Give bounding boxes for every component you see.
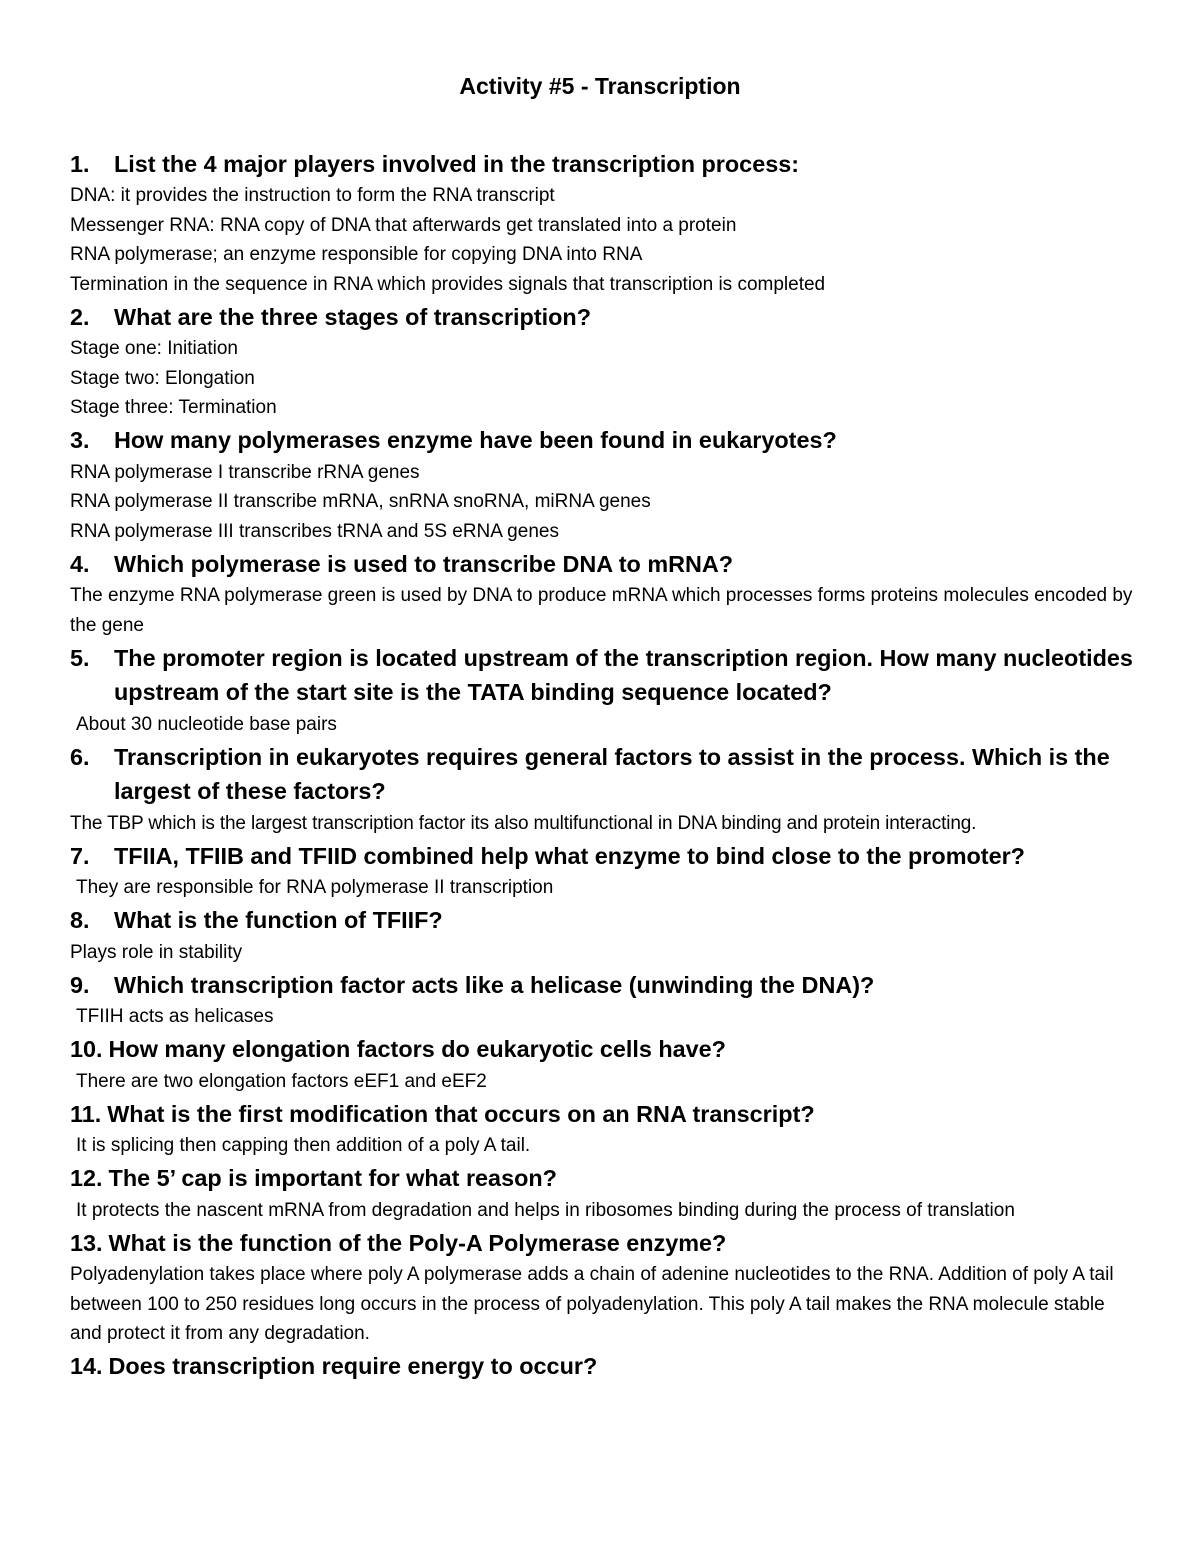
question-text: Does transcription require energy to occur? [108,1353,598,1379]
answer-block [70,873,1140,903]
question-heading [70,423,1140,458]
question-heading [70,1349,1140,1384]
answer-line: Stage two: Elongation [70,367,255,389]
answer-block [70,1131,1140,1161]
answer-line: It is splicing then capping then addition of a poly A tail. [76,1135,531,1156]
question-number: 5. [70,644,90,671]
question-text: List the 4 major players involved in the transcription process: [114,150,800,177]
question-text: What is the function of TFIIF? [114,907,443,933]
question-heading [70,968,1140,1003]
question-number: 10. [70,1036,103,1062]
page-title: Activity #5 - Transcription [459,73,741,99]
answer-line: RNA polymerase I transcribe rRNA genes [70,461,420,483]
question-number: 11. [70,1100,102,1127]
answer-line: Stage one: Initiation [70,338,238,359]
answer-line: TFIIH acts as helicases [76,1006,274,1027]
answer-block [70,938,1140,968]
question-number: 8. [70,907,90,933]
question-heading [70,300,1140,335]
answer-block [70,181,1140,299]
question-list [70,146,1140,1384]
answer-line: DNA: it provides the instruction to form the RNA transcript [70,185,555,206]
question-heading [70,1032,1140,1067]
answer-block [70,1002,1140,1032]
question-number: 3. [70,427,90,453]
answer-line: RNA polymerase; an enzyme responsible for copying DNA into RNA [70,244,643,265]
question-text: TFIIA, TFIIB and TFIID combined help what enzyme to bind close to the promoter? [114,842,1025,869]
question-number: 14. [70,1353,103,1379]
question-heading [70,839,1140,874]
question-text: Which polymerase is used to transcribe DNA to mRNA? [114,550,734,577]
answer-line: Plays role in stability [70,941,243,963]
question-number: 1. [70,150,90,177]
answer-line: Termination in the sequence in RNA which provides signals that transcription is completed [70,273,826,295]
answer-line: RNA polymerase III transcribes tRNA and 5S eRNA genes [70,520,559,542]
answer-block [70,809,1140,839]
question-heading [70,1097,1140,1132]
question-text: The 5’ cap is important for what reason? [108,1165,557,1191]
question-number: 4. [70,550,90,577]
question-heading [70,147,1140,182]
answer-block [70,458,1140,547]
answer-line: It protects the nascent mRNA from degradation and helps in ribosomes binding during the process of translation [76,1199,1015,1221]
answer-line: They are responsible for RNA polymerase II transcription [76,877,554,898]
answer-block [70,710,1140,740]
question-heading [70,740,1140,809]
question-text: How many elongation factors do eukaryotic cells have? [108,1036,726,1062]
question-text: Transcription in eukaryotes requires general factors to assist in the process. Which is the largest of these factors? [114,743,1110,804]
answer-block [70,334,1140,423]
answer-line: There are two elongation factors eEF1 and eEF2 [76,1070,487,1092]
answer-line: Stage three: Termination [70,397,277,418]
question-heading [70,1161,1140,1196]
question-number: 12. [70,1165,103,1191]
question-number: 2. [70,303,90,330]
question-heading [70,641,1140,710]
question-number: 6. [70,743,90,770]
answer-line: RNA polymerase II transcribe mRNA, snRNA snoRNA, miRNA genes [70,491,651,512]
question-number: 9. [70,971,90,998]
question-text: What is the function of the Poly-A Polymerase enzyme? [108,1229,727,1256]
question-text: Which transcription factor acts like a helicase (unwinding the DNA)? [114,971,875,998]
question-heading [70,1226,1140,1261]
answer-line: About 30 nucleotide base pairs [76,713,337,735]
question-heading [70,547,1140,582]
question-text: The promoter region is located upstream of the transcription region. How many nucleotides upstream of the start site is the TATA binding sequence located? [114,644,1133,705]
question-text: How many polymerases enzyme have been found in eukaryotes? [114,427,837,453]
answer-block [70,1260,1140,1349]
answer-line: The enzyme RNA polymerase green is used by DNA to produce mRNA which processes forms proteins molecules encoded by the gene [70,585,1133,636]
answer-line: The TBP which is the largest transcription factor its also multifunctional in DNA binding and protein interacting. [70,812,977,834]
question-text: What is the first modification that occurs on an RNA transcript? [107,1100,815,1127]
question-number: 13. [70,1229,103,1256]
question-number: 7. [70,842,90,869]
question-heading [70,903,1140,938]
answer-block [70,1196,1140,1226]
answer-block [70,581,1140,640]
question-text: What are the three stages of transcription? [114,303,591,330]
answer-line: Messenger RNA: RNA copy of DNA that afterwards get translated into a protein [70,214,737,236]
answer-line: Polyadenylation takes place where poly A polymerase adds a chain of adenine nucleotides to the RNA. Addition of poly A tail between 100 to 250 residues long occurs in the process of polyadenylation. This poly A tail makes the RNA molecule stable and protect it from any degradation. [70,1264,1114,1344]
answer-block [70,1067,1140,1097]
